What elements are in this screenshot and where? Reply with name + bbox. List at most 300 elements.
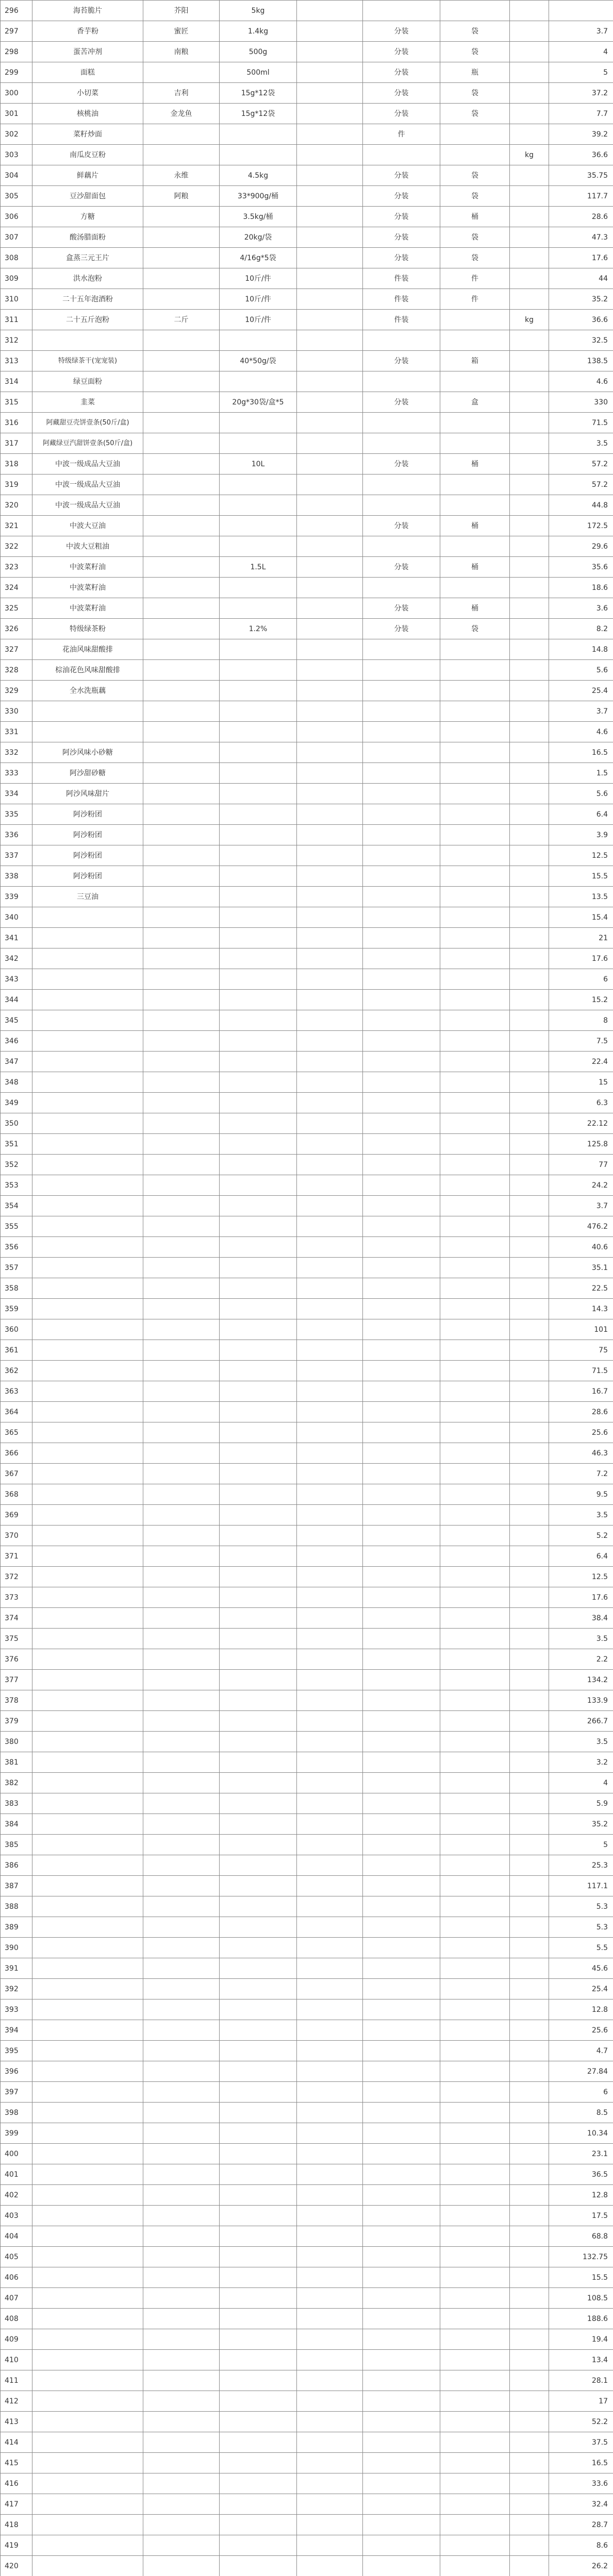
table-cell <box>440 1711 510 1732</box>
table-cell <box>220 1938 297 1958</box>
table-cell <box>143 2432 220 2453</box>
table-cell <box>32 2144 143 2164</box>
table-cell <box>143 1917 220 1938</box>
table-cell <box>510 1278 549 1299</box>
table-row <box>1 1690 613 1711</box>
table-row <box>1 1526 613 1546</box>
table-cell: 401 <box>1 2164 32 2185</box>
table-cell <box>143 619 220 639</box>
table-cell <box>297 1979 363 1999</box>
table-row <box>1 2453 613 2473</box>
table-cell <box>363 1505 440 1526</box>
table-cell <box>440 928 510 948</box>
table-cell <box>297 2556 363 2576</box>
table-cell <box>510 598 549 619</box>
table-cell <box>143 598 220 619</box>
table-cell <box>32 2041 143 2061</box>
table-cell: 75 <box>549 1340 613 1361</box>
table-cell: 件 <box>440 268 510 289</box>
table-cell <box>510 1175 549 1196</box>
table-row <box>1 722 613 742</box>
table-cell: 分装 <box>363 454 440 474</box>
table-cell <box>143 1979 220 1999</box>
table-cell: 333 <box>1 763 32 784</box>
table-cell <box>143 928 220 948</box>
table-cell: 365 <box>1 1422 32 1443</box>
table-cell <box>440 1732 510 1752</box>
table-cell <box>220 1608 297 1629</box>
table-cell <box>440 1422 510 1443</box>
table-cell <box>297 2247 363 2267</box>
table-cell: 383 <box>1 1793 32 1814</box>
table-cell <box>297 784 363 804</box>
table-cell: 8.6 <box>549 2535 613 2556</box>
table-cell <box>220 1422 297 1443</box>
table-cell: 373 <box>1 1587 32 1608</box>
table-cell <box>363 969 440 990</box>
table-cell <box>363 1 440 21</box>
table-cell <box>32 1443 143 1464</box>
table-cell: 395 <box>1 2041 32 2061</box>
table-cell: 绿豆面粉 <box>32 371 143 392</box>
table-cell <box>510 2206 549 2226</box>
table-cell <box>220 1402 297 1422</box>
table-cell <box>32 701 143 722</box>
table-cell: 28.7 <box>549 2515 613 2535</box>
table-cell <box>363 2164 440 2185</box>
table-cell: 319 <box>1 474 32 495</box>
table-cell <box>510 1258 549 1278</box>
table-cell <box>510 2494 549 2515</box>
table-cell <box>297 722 363 742</box>
table-cell: 397 <box>1 2082 32 2103</box>
table-cell: 4.7 <box>549 2041 613 2061</box>
table-cell <box>363 1361 440 1381</box>
table-cell <box>510 454 549 474</box>
table-cell: 22.5 <box>549 1278 613 1299</box>
table-cell <box>440 2185 510 2206</box>
table-row <box>1 310 613 330</box>
table-cell <box>440 887 510 907</box>
table-cell <box>363 804 440 825</box>
table-cell: 308 <box>1 248 32 268</box>
table-cell <box>32 1979 143 1999</box>
table-cell <box>297 42 363 62</box>
table-cell <box>32 2082 143 2103</box>
table-cell: 172.5 <box>549 516 613 536</box>
table-row <box>1 1464 613 1484</box>
table-cell: 331 <box>1 722 32 742</box>
table-cell: 15g*12袋 <box>220 83 297 104</box>
table-cell: 8.2 <box>549 619 613 639</box>
table-cell: 阿沙粉团 <box>32 804 143 825</box>
table-row <box>1 1196 613 1216</box>
table-cell <box>363 948 440 969</box>
table-cell: 三豆油 <box>32 887 143 907</box>
table-cell <box>297 1814 363 1835</box>
table-cell <box>143 2267 220 2288</box>
table-cell: 36.6 <box>549 145 613 165</box>
table-row <box>1 639 613 660</box>
table-cell <box>220 578 297 598</box>
table-row <box>1 2103 613 2123</box>
table-cell: 301 <box>1 104 32 124</box>
table-cell <box>363 1155 440 1175</box>
table-cell: 24.2 <box>549 1175 613 1196</box>
table-cell <box>440 2226 510 2247</box>
table-cell <box>510 928 549 948</box>
table-cell: 38.4 <box>549 1608 613 1629</box>
table-cell <box>510 2515 549 2535</box>
table-cell <box>32 2329 143 2350</box>
table-cell: 阿沙粉团 <box>32 866 143 887</box>
table-cell <box>363 1587 440 1608</box>
table-cell <box>220 1958 297 1979</box>
table-cell: 阿沙风味小砂糖 <box>32 742 143 763</box>
table-cell <box>297 2267 363 2288</box>
table-cell: 44 <box>549 268 613 289</box>
table-cell <box>363 1546 440 1567</box>
table-row <box>1 804 613 825</box>
table-cell: 香芋粉 <box>32 21 143 42</box>
table-cell <box>440 2473 510 2494</box>
table-cell <box>440 1773 510 1793</box>
table-cell <box>220 928 297 948</box>
table-cell: 388 <box>1 1896 32 1917</box>
table-cell <box>297 2288 363 2309</box>
table-cell: 306 <box>1 207 32 227</box>
table-cell: 413 <box>1 2412 32 2432</box>
table-cell: 1.5L <box>220 557 297 578</box>
table-cell <box>143 1052 220 1072</box>
table-cell <box>440 2535 510 2556</box>
table-cell: kg <box>510 145 549 165</box>
table-cell: 370 <box>1 1526 32 1546</box>
table-cell <box>143 907 220 928</box>
table-cell: 309 <box>1 268 32 289</box>
table-cell <box>220 1567 297 1587</box>
table-cell: 407 <box>1 2288 32 2309</box>
table-cell <box>510 1 549 21</box>
table-cell: 5.3 <box>549 1917 613 1938</box>
table-cell <box>440 1113 510 1134</box>
table-cell <box>32 1010 143 1031</box>
table-cell <box>510 104 549 124</box>
table-cell <box>297 474 363 495</box>
table-cell <box>363 2391 440 2412</box>
table-cell: 10斤/件 <box>220 289 297 310</box>
table-row <box>1 907 613 928</box>
table-row <box>1 165 613 186</box>
table-cell: 344 <box>1 990 32 1010</box>
table-cell <box>32 1814 143 1835</box>
table-cell <box>440 1031 510 1052</box>
table-row <box>1 2144 613 2164</box>
table-cell: 分装 <box>363 227 440 248</box>
table-row <box>1 557 613 578</box>
table-cell <box>510 969 549 990</box>
table-cell <box>143 454 220 474</box>
table-cell <box>510 763 549 784</box>
table-cell: 分装 <box>363 165 440 186</box>
table-cell <box>440 1979 510 1999</box>
table-cell <box>32 1608 143 1629</box>
table-cell: 57.2 <box>549 474 613 495</box>
table-cell <box>510 2144 549 2164</box>
table-row <box>1 1958 613 1979</box>
table-cell <box>363 1113 440 1134</box>
table-row <box>1 2329 613 2350</box>
table-cell <box>297 1567 363 1587</box>
table-cell <box>363 660 440 681</box>
table-cell <box>510 578 549 598</box>
table-cell <box>297 104 363 124</box>
table-cell <box>440 2329 510 2350</box>
table-cell <box>363 681 440 701</box>
table-cell <box>32 1938 143 1958</box>
table-cell <box>297 1 363 21</box>
table-cell: 3.7 <box>549 1196 613 1216</box>
table-cell <box>32 1567 143 1587</box>
table-cell <box>363 1814 440 1835</box>
table-cell: 35.6 <box>549 557 613 578</box>
table-cell <box>32 1196 143 1216</box>
table-cell <box>510 2350 549 2370</box>
table-row <box>1 1773 613 1793</box>
table-cell <box>510 2288 549 2309</box>
table-cell <box>297 1752 363 1773</box>
table-cell <box>220 1711 297 1732</box>
table-cell <box>510 2226 549 2247</box>
table-cell: 4 <box>549 42 613 62</box>
table-cell: 酸汤腊面粉 <box>32 227 143 248</box>
table-cell <box>297 825 363 845</box>
table-cell <box>32 1361 143 1381</box>
table-cell: 中波一级成品大豆油 <box>32 454 143 474</box>
table-cell: 411 <box>1 2370 32 2391</box>
table-cell <box>220 2412 297 2432</box>
table-cell: 4.6 <box>549 371 613 392</box>
table-cell <box>220 2247 297 2267</box>
table-cell <box>440 578 510 598</box>
table-cell <box>143 1072 220 1093</box>
table-cell: 378 <box>1 1690 32 1711</box>
table-cell <box>297 845 363 866</box>
table-cell <box>363 2123 440 2144</box>
table-cell <box>297 1278 363 1299</box>
table-row <box>1 2556 613 2576</box>
table-cell <box>143 1031 220 1052</box>
table-cell: 袋 <box>440 186 510 207</box>
table-row <box>1 1422 613 1443</box>
table-cell <box>297 1052 363 1072</box>
table-cell: 318 <box>1 454 32 474</box>
table-cell <box>143 2206 220 2226</box>
table-cell <box>297 2370 363 2391</box>
table-row <box>1 495 613 516</box>
table-cell <box>220 1134 297 1155</box>
table-cell <box>510 1855 549 1876</box>
table-cell: 52.2 <box>549 2412 613 2432</box>
table-cell <box>220 495 297 516</box>
table-cell: 367 <box>1 1464 32 1484</box>
table-cell: 15 <box>549 1072 613 1093</box>
table-cell <box>32 1381 143 1402</box>
table-row <box>1 371 613 392</box>
table-cell <box>297 1773 363 1793</box>
table-cell: 3.9 <box>549 825 613 845</box>
table-row <box>1 598 613 619</box>
table-cell <box>143 1711 220 1732</box>
table-cell <box>297 1155 363 1175</box>
table-cell <box>510 1505 549 1526</box>
table-cell: 77 <box>549 1155 613 1175</box>
table-cell <box>440 1340 510 1361</box>
table-cell <box>220 2494 297 2515</box>
table-row <box>1 2267 613 2288</box>
table-cell: 379 <box>1 1711 32 1732</box>
table-cell <box>220 145 297 165</box>
table-cell: 408 <box>1 2309 32 2329</box>
table-row <box>1 474 613 495</box>
table-cell <box>510 1773 549 1793</box>
table-cell: 袋 <box>440 165 510 186</box>
table-row <box>1 351 613 371</box>
table-cell: 368 <box>1 1484 32 1505</box>
table-cell: 323 <box>1 557 32 578</box>
table-cell: 分装 <box>363 351 440 371</box>
table-cell <box>297 2226 363 2247</box>
table-cell <box>363 1052 440 1072</box>
table-cell <box>440 2123 510 2144</box>
table-cell: 35.2 <box>549 289 613 310</box>
table-cell <box>297 1546 363 1567</box>
table-cell: 57.2 <box>549 454 613 474</box>
table-cell: 25.6 <box>549 2020 613 2041</box>
table-cell <box>220 1670 297 1690</box>
table-cell: 35.2 <box>549 1814 613 1835</box>
table-cell: 分装 <box>363 42 440 62</box>
table-cell: 3.5 <box>549 433 613 454</box>
table-cell: 方糖 <box>32 207 143 227</box>
table-cell <box>220 1629 297 1649</box>
table-cell <box>297 1629 363 1649</box>
table-cell <box>510 1587 549 1608</box>
table-cell: 鲜藕片 <box>32 165 143 186</box>
table-cell: 阿藏甜豆壳饼壹条(50斤/盒) <box>32 413 143 433</box>
table-cell <box>363 990 440 1010</box>
table-cell <box>143 1855 220 1876</box>
table-cell <box>510 2185 549 2206</box>
table-cell <box>363 1567 440 1587</box>
table-cell: 381 <box>1 1752 32 1773</box>
table-cell <box>220 1175 297 1196</box>
table-cell <box>363 1443 440 1464</box>
table-cell <box>510 784 549 804</box>
table-row <box>1 2185 613 2206</box>
table-row <box>1 887 613 907</box>
table-cell: 393 <box>1 1999 32 2020</box>
table-cell <box>143 1340 220 1361</box>
table-cell <box>220 2041 297 2061</box>
table-cell <box>363 887 440 907</box>
table-cell: 32.5 <box>549 330 613 351</box>
table-cell <box>363 1319 440 1340</box>
table-cell <box>32 1855 143 1876</box>
table-cell: 分装 <box>363 21 440 42</box>
table-cell: 369 <box>1 1505 32 1526</box>
table-cell <box>32 1216 143 1237</box>
table-cell <box>363 2185 440 2206</box>
table-cell: 28.1 <box>549 2370 613 2391</box>
table-cell <box>510 207 549 227</box>
table-cell: 36.6 <box>549 310 613 330</box>
table-cell: 盒 <box>440 392 510 413</box>
table-row <box>1 2473 613 2494</box>
table-cell: 5.3 <box>549 1896 613 1917</box>
table-cell <box>143 660 220 681</box>
table-cell: 382 <box>1 1773 32 1793</box>
table-cell <box>363 701 440 722</box>
table-cell <box>510 1670 549 1690</box>
table-cell <box>510 1526 549 1546</box>
table-cell: 358 <box>1 1278 32 1299</box>
table-cell <box>363 1278 440 1299</box>
table-cell: 菜籽炒面 <box>32 124 143 145</box>
table-cell: 26.2 <box>549 2556 613 2576</box>
table-cell <box>440 1526 510 1546</box>
table-cell <box>143 825 220 845</box>
table-cell: 面糕 <box>32 62 143 83</box>
table-cell: 35.75 <box>549 165 613 186</box>
table-cell <box>297 1999 363 2020</box>
table-cell <box>440 1999 510 2020</box>
table-cell <box>32 2061 143 2082</box>
table-cell: 402 <box>1 2185 32 2206</box>
table-cell <box>363 2350 440 2370</box>
table-cell <box>363 1629 440 1649</box>
table-cell: 5.9 <box>549 1793 613 1814</box>
table-cell <box>32 1422 143 1443</box>
table-cell: 桶 <box>440 207 510 227</box>
table-cell <box>510 1031 549 1052</box>
table-cell <box>220 1773 297 1793</box>
table-cell <box>510 1752 549 1773</box>
table-cell <box>220 1587 297 1608</box>
table-row <box>1 2206 613 2226</box>
table-cell <box>510 2267 549 2288</box>
table-cell <box>363 2103 440 2123</box>
table-cell <box>510 1896 549 1917</box>
table-cell: 416 <box>1 2473 32 2494</box>
table-cell: 吉利 <box>143 83 220 104</box>
table-cell <box>297 207 363 227</box>
table-cell <box>220 2144 297 2164</box>
table-cell <box>143 227 220 248</box>
table-cell: 15.5 <box>549 866 613 887</box>
table-cell: 6.3 <box>549 1093 613 1113</box>
table-cell: 豆沙甜面包 <box>32 186 143 207</box>
table-cell: 324 <box>1 578 32 598</box>
table-cell: 188.6 <box>549 2309 613 2329</box>
table-cell: 417 <box>1 2494 32 2515</box>
table-cell <box>440 1052 510 1072</box>
table-cell <box>32 1505 143 1526</box>
table-cell <box>220 1155 297 1175</box>
table-cell <box>440 1443 510 1464</box>
table-cell: 17 <box>549 2391 613 2412</box>
table-cell <box>32 1299 143 1319</box>
